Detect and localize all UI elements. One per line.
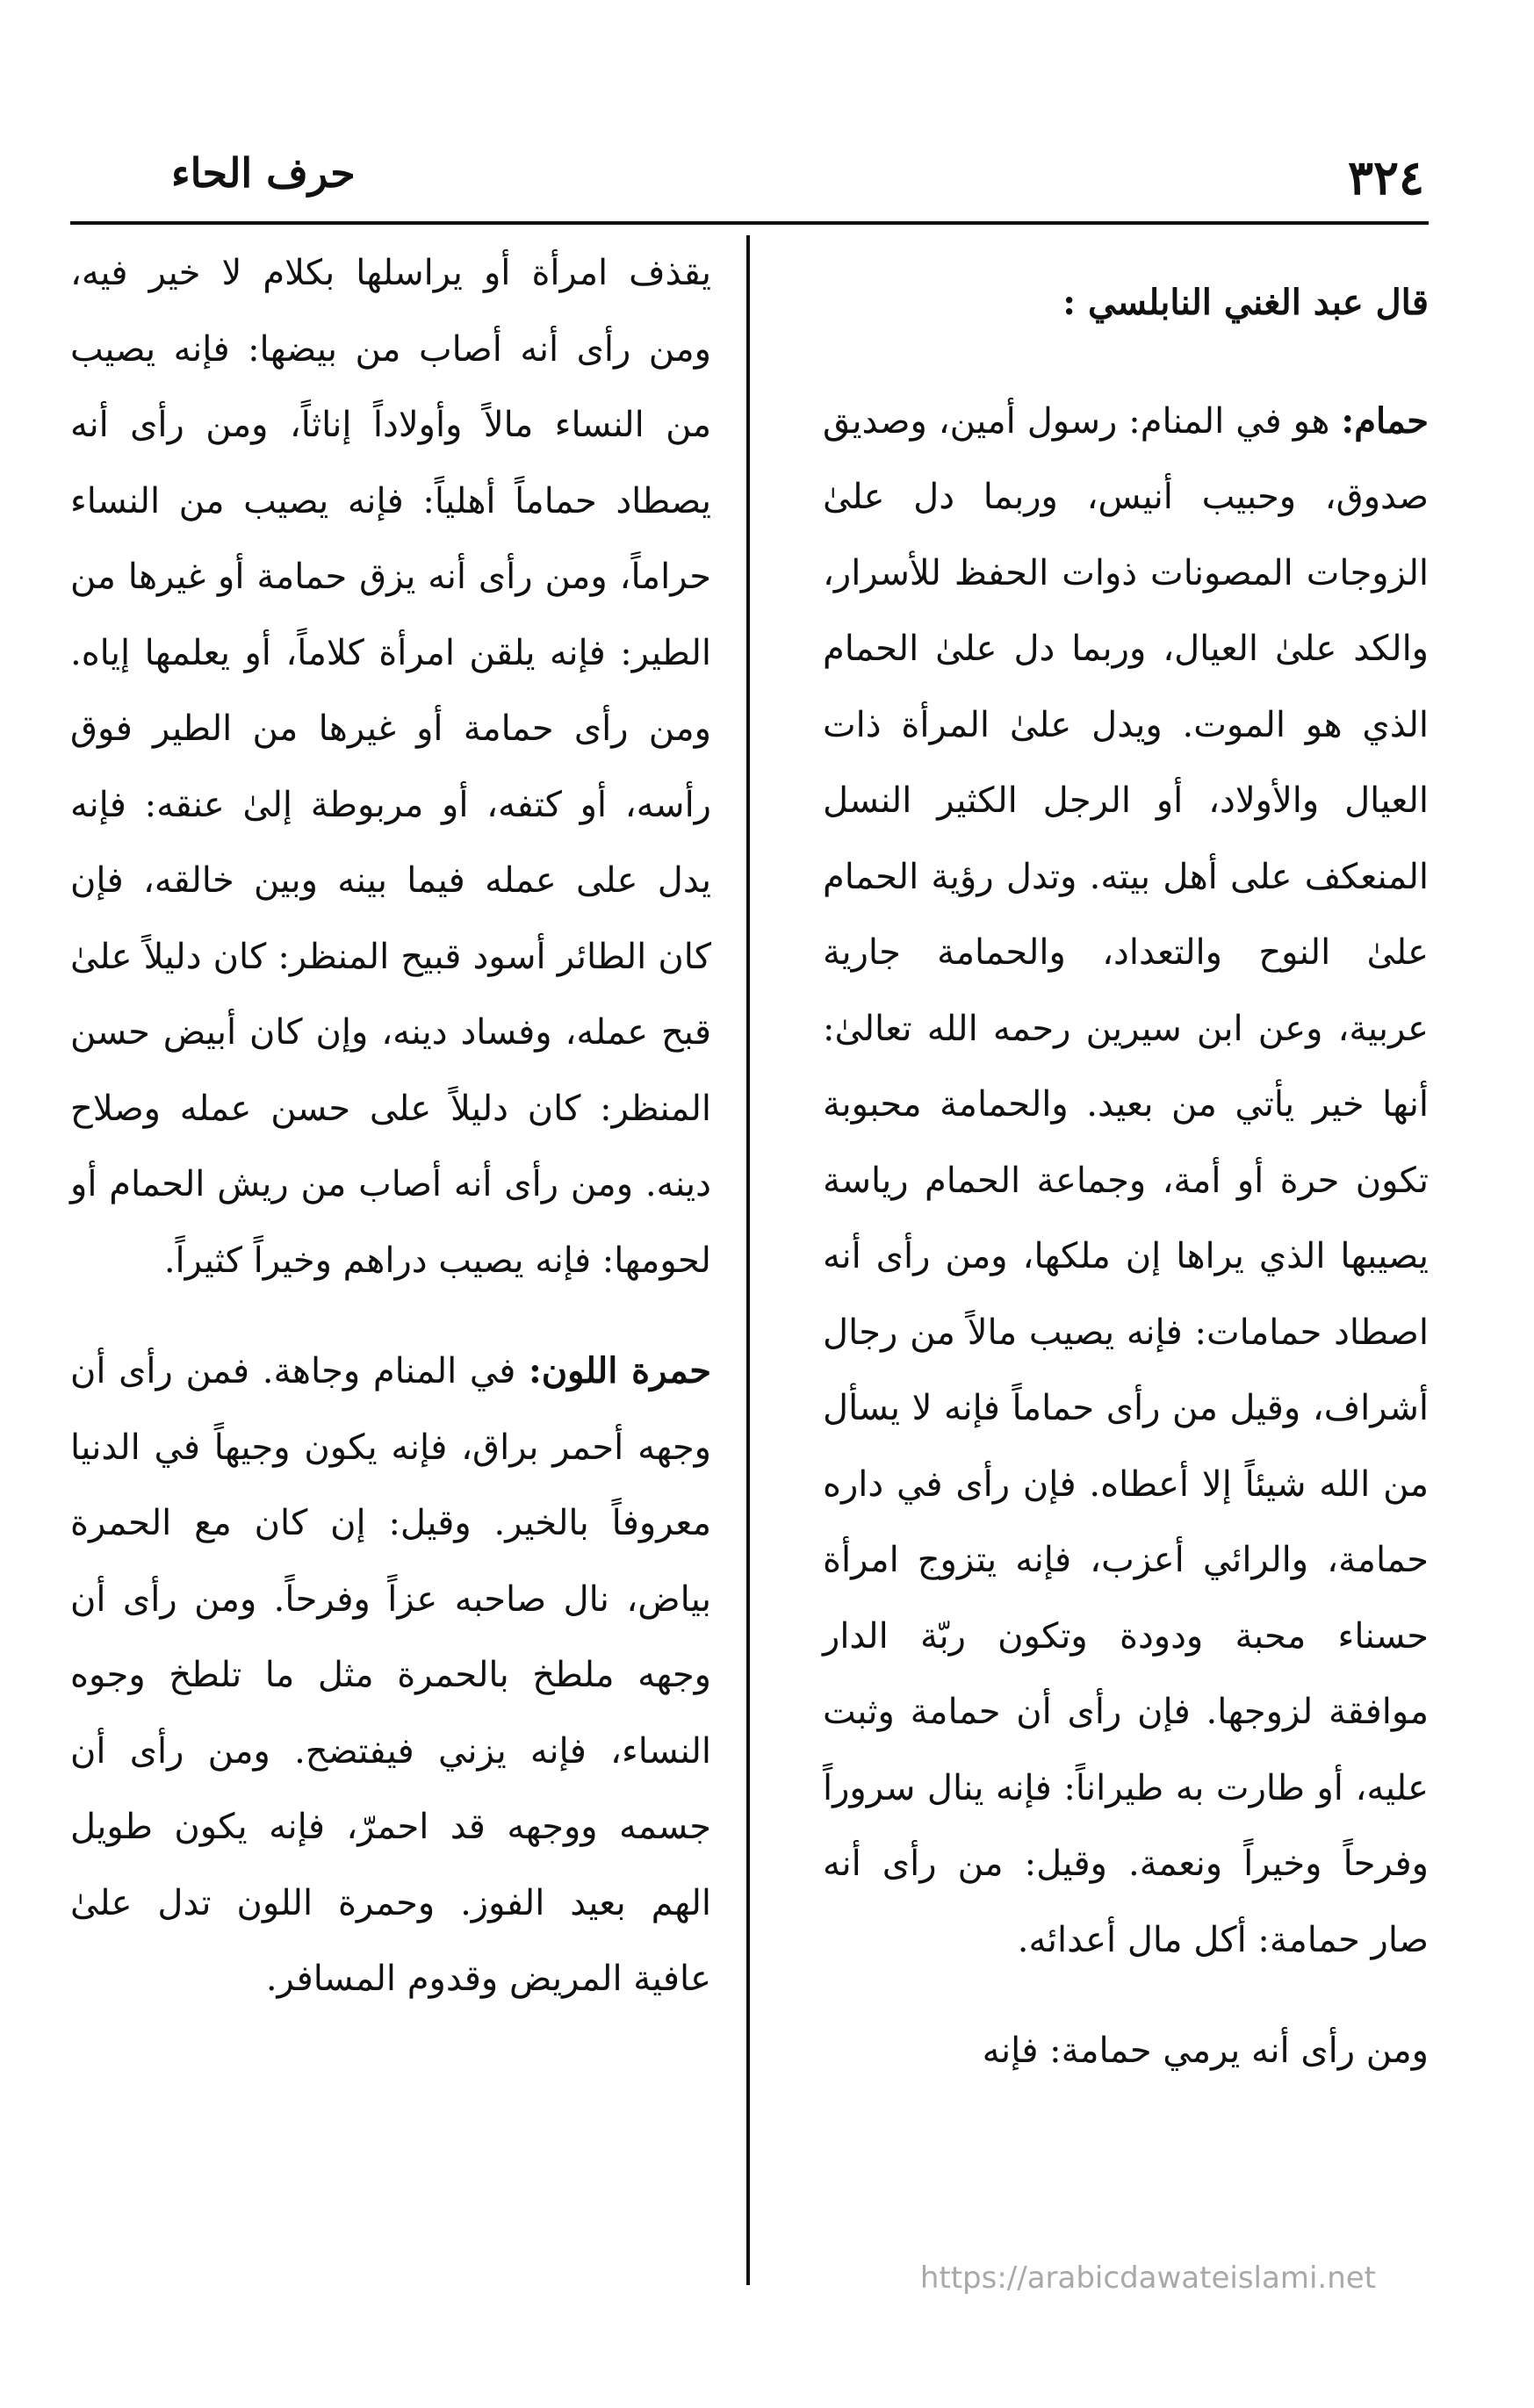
entry-humrat-text: في المنام وجاهة. فمن رأى أن وجهه أحمر براق، فإنه يكون وجيهاً في الدنيا معروفاً بالخير. وقيل: إن كان مع الحمرة بياض، نال صاحبه عزاً وفرحاً. ومن رأى أن وجهه ملطخ بالحمرة مثل ما تلطخ وجوه النساء، فإنه يزني فيفتضح. ومن رأى أن جسمه ووجهه قد احمرّ، فإنه يكون طويل الهم بعيد الفوز. وحمرة اللون تدل علىٰ عافية المريض وقدوم المسافر. [70, 1351, 711, 1999]
left-column [70, 235, 711, 2017]
intro-heading: قال عبد الغني النابلسي : [1062, 282, 1429, 323]
chapter-title: حرف الحاء [171, 149, 356, 197]
entry-humrat-al-lawn [70, 1333, 711, 2017]
entry-humrat-heading: حمرة اللون: [528, 1350, 711, 1391]
right-column [823, 265, 1429, 2089]
entry-hamam-continuation: يقذف امرأة أو يراسلها بكلام لا خير فيه، ومن رأى أنه أصاب من بيضها: فإنه يصيب من النساء مالاً وأولاداً إناثاً، ومن رأى أنه يصطاد حماماً أهلياً: فإنه يصيب من النساء حراماً، ومن رأى أنه يزق حمامة أو غيرها من الطير: فإنه يلقن امرأة كلاماً، أو يعلمها إياه. ومن رأى حمامة أو غيرها من الطير فوق رأسه، أو كتفه، أو مربوطة إلىٰ عنقه: فإنه يدل على عمله فيما بينه وبين خالقه، فإن كان الطائر أسود قبيح المنظر: كان دليلاً علىٰ قبح عمله، وفساد دينه، وإن كان أبيض حسن المنظر: كان دليلاً على حسن عمله وصلاح دينه. ومن رأى أنه أصاب من ريش الحمام أو لحومها: فإنه يصيب دراهم وخيراً كثيراً. [70, 253, 712, 1281]
column-divider [746, 235, 750, 2285]
entry-hamam-text: هو في المنام: رسول أمين، وصديق صدوق، وحبيب أنيس، وربما دل علىٰ الزوجات المصونات ذوات الحفظ للأسرار، والكد علىٰ العيال، وربما دل علىٰ الحمام الذي هو الموت. ويدل علىٰ المرأة ذات العيال والأولاد، أو الرجل الكثير النسل المنعكف على أهل بيته. وتدل رؤية الحمام علىٰ النوح والتعداد، والحمامة جارية عربية، وعن ابن سيرين رحمه الله تعالىٰ: أنها خير يأتي من بعيد. والحمامة محبوبة تكون حرة أو أمة، وجماعة الحمام رياسة يصيبها الذي يراها إن ملكها، ومن رأى أنه اصطاد حمامات: فإنه يصيب مالاً من رجال أشراف، وقيل من رأى حماماً فإنه لا يسأل من الله شيئاً إلا أعطاه. فإن رأى في داره حمامة، والرائي أعزب، فإنه يتزوج امرأة حسناء محبة ودودة وتكون ربّة الدار موافقة لزوجها. فإن رأى أن حمامة وثبت عليه، أو طارت به طيراناً: فإنه ينال سروراً وفرحاً وخيراً ونعمة. وقيل: من رأى أنه صار حمامة: أكل مال أعدائه. [823, 400, 1429, 1960]
page-number: ٣٢٤ [1347, 149, 1424, 205]
header-rule [70, 221, 1429, 225]
site-watermark: https://arabicdawateislami.net [919, 2261, 1376, 2296]
entry-hamam-continued: ومن رأى أنه يرمي حمامة: فإنه [982, 2031, 1429, 2071]
entry-hamam [823, 384, 1429, 1979]
entry-hamam-heading: حمام: [1341, 399, 1429, 442]
